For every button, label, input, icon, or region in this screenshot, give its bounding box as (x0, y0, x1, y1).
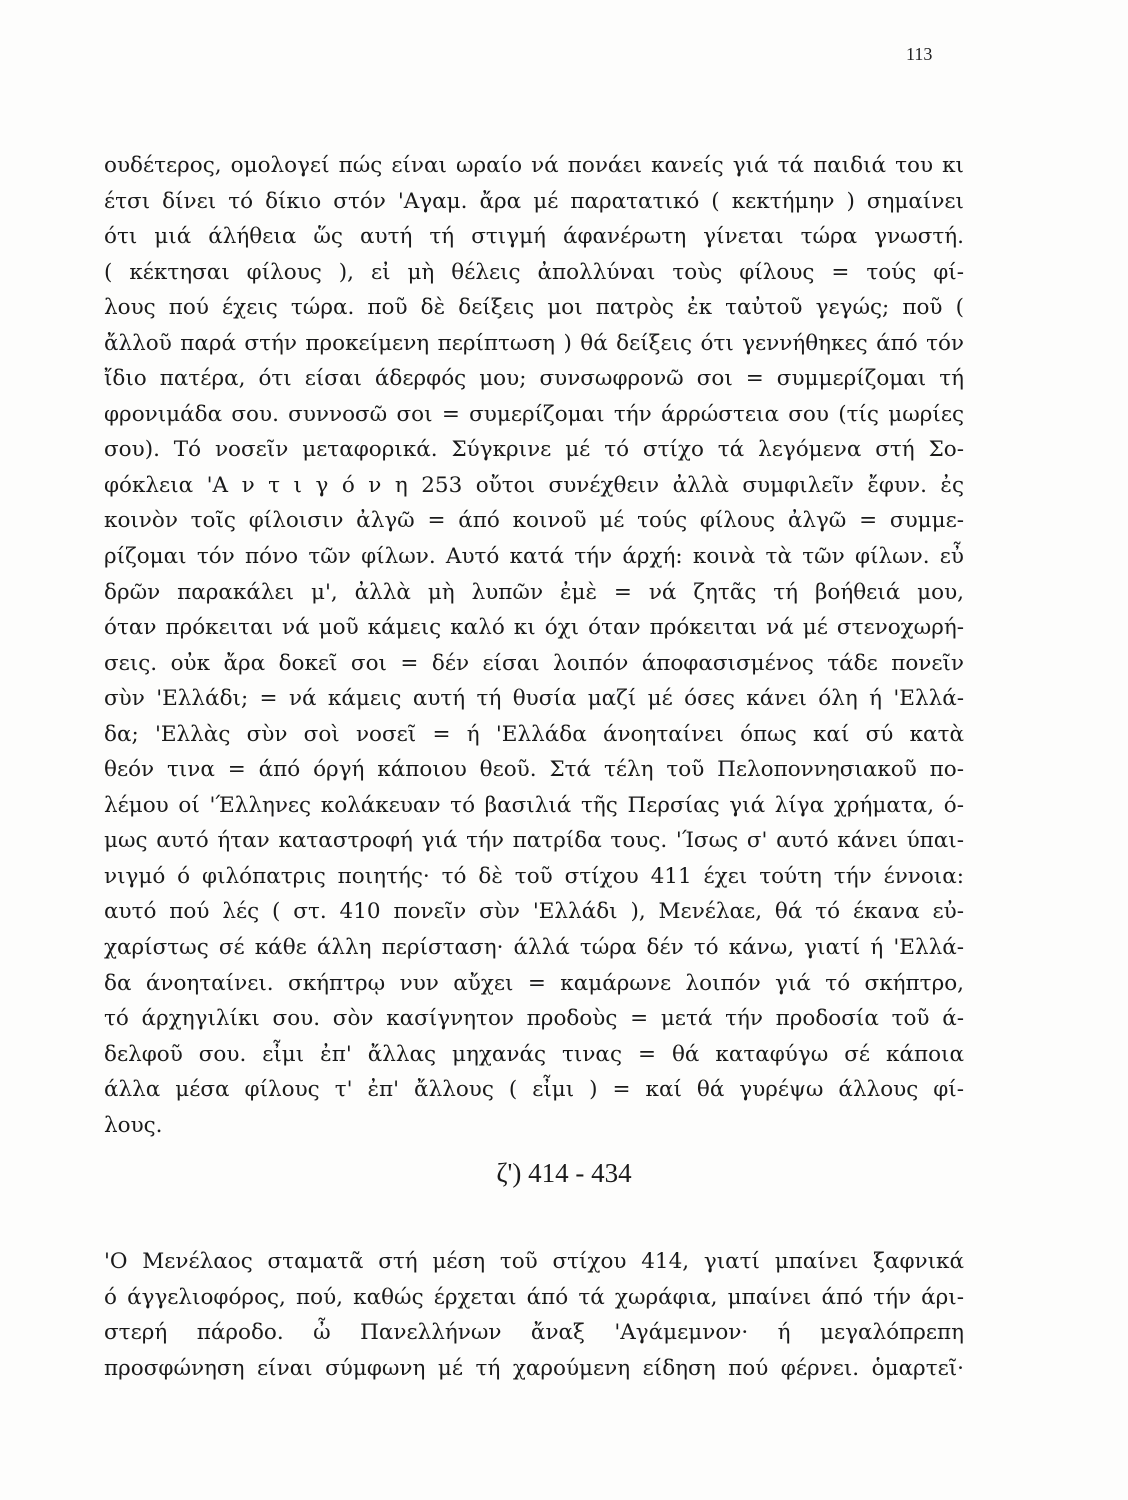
text-line: λους πού έχεις τώρα. ποῦ δὲ δείξεις μοι πατρὸς ἐκ ταὐτοῦ γεγώς; ποῦ ( (104, 295, 964, 321)
text-line: λους. (104, 1112, 163, 1138)
text-line: θεόν τινα = άπό όργή κάποιου θεοῦ. Στά τέλη τοῦ Πελοποννησιακοῦ πο- (104, 757, 964, 783)
text-line: όταν πρόκειται νά μοῦ κάμεις καλό κι όχι όταν πρόκειται νά μέ στενοχωρή- (104, 615, 964, 641)
text-line: σεις. οὐκ ἄρα δοκεῖ σοι = δέν είσαι λοιπόν άποφασισμένος τάδε πονεῖν (104, 650, 964, 676)
text-line: τό άρχηγιλίκι σου. σὸν κασίγνητον προδοὺς = μετά τήν προδοσία τοῦ ά- (104, 1006, 964, 1032)
page-number: 113 (906, 44, 933, 64)
text-line: νιγμό ό φιλόπατρις ποιητής· τό δὲ τοῦ στίχου 411 έχει τούτη τήν έννοια: (104, 863, 964, 889)
text-line: φρονιμάδα σου. συννοσῶ σοι = συμερίζομαι τήν άρρώστεια σου (τίς μωρίες (104, 401, 964, 427)
text-line: δρῶν παρακάλει μ', ἀλλὰ μὴ λυπῶν ἐμὲ = νά ζητᾶς τή βοήθειά μου, (104, 579, 964, 605)
text-line: δα; 'Ελλὰς σὺν σοὶ νοσεῖ = ή 'Ελλάδα άνοηταίνει όπως καί σύ κατὰ (104, 721, 964, 747)
text-line: χαρίστως σέ κάθε άλλη περίσταση· άλλά τώρα δέν τό κάνω, γιατί ή 'Ελλά- (104, 935, 964, 961)
text-line: ότι μιά άλήθεια ὥς αυτή τή στιγμή άφανέρωτη γίνεται τώρα γνωστή. (104, 224, 964, 250)
text-line: ό άγγελιοφόρος, πού, καθώς έρχεται άπό τά χωράφια, μπαίνει άπό τήν άρι- (104, 1284, 964, 1310)
text-line: στερή πάροδο. ὦ Πανελλήνων ἄναξ 'Αγάμεμνον· ή μεγαλόπρεπη (104, 1320, 964, 1346)
text-line: κοινὸν τοῖς φίλοισιν ἀλγῶ = άπό κοινοῦ μέ τούς φίλους ἀλγῶ = συμμε- (104, 508, 964, 534)
text-line: δα άνοηταίνει. σκήπτρῳ νυν αὔχει = καμάρωνε λοιπόν γιά τό σκήπτρο, (104, 970, 964, 996)
text-line: ( κέκτησαι φίλους ), εἰ μὴ θέλεις ἀπολλύναι τοὺς φίλους = τούς φί- (104, 259, 964, 285)
text-line: ἄλλοῦ παρά στήν προκείμενη περίπτωση ) θά δείξεις ότι γεννήθηκες άπό τόν (104, 330, 964, 356)
text-line: έτσι δίνει τό δίκιο στόν 'Αγαμ. ἄρα μέ παρατατικό ( κεκτήμην ) σημαίνει (104, 188, 964, 214)
text-line: αυτό πού λές ( στ. 410 πονεῖν σὺν 'Ελλάδι ), Μενέλαε, θά τό έκανα εὐ- (104, 899, 964, 925)
section-heading: ζ') 414 - 434 (496, 1158, 632, 1188)
text-line: 'Ο Μενέλαος σταματᾶ στή μέση τοῦ στίχου 414, γιατί μπαίνει ξαφνικά (104, 1249, 964, 1274)
text-line: προσφώνηση είναι σύμφωνη μέ τή χαρούμενη είδηση πού φέρνει. ὁμαρτεῖ· (104, 1355, 964, 1381)
text-line: δελφοῦ σου. εἶμι ἐπ' ἄλλας μηχανάς τινας = θά καταφύγω σέ κάποια (104, 1041, 964, 1067)
text-line: σου). Τό νοσεῖν μεταφορικά. Σύγκρινε μέ τό στίχο τά λεγόμενα στή Σο- (104, 437, 964, 463)
text-line: φόκλεια 'Α ν τ ι γ ό ν η 253 οὔτοι συνέχθειν ἀλλὰ συμφιλεῖν ἔφυν. ἐς (104, 472, 964, 498)
text-line: ρίζομαι τόν πόνο τῶν φίλων. Αυτό κατά τήν άρχή: κοινὰ τὰ τῶν φίλων. εὖ (104, 544, 964, 570)
text-line: λέμου οί 'Έλληνες κολάκευαν τό βασιλιά τῆς Περσίας γιά λίγα χρήματα, ό- (104, 792, 964, 818)
text-line: μως αυτό ήταν καταστροφή γιά τήν πατρίδα τους. 'Ίσως σ' αυτό κάνει ύπαι- (104, 828, 964, 854)
text-line: ουδέτερος, ομολογεί πώς είναι ωραίο νά πονάει κανείς γιά τά παιδιά του κι (104, 153, 964, 178)
commentary-paragraph-2 (104, 1244, 964, 1386)
text-line: ἴδιο πατέρα, ότι είσαι άδερφός μου; συνσωφρονῶ σοι = συμμερίζομαι τή (104, 366, 964, 392)
text-line: άλλα μέσα φίλους τ' ἐπ' ἄλλους ( εἶμι ) = καί θά γυρέψω άλλους φί- (104, 1077, 964, 1103)
text-line: σὺν 'Ελλάδι; = νά κάμεις αυτή τή θυσία μαζί μέ όσες κάνει όλη ή 'Ελλά- (104, 686, 964, 712)
commentary-paragraph (104, 148, 964, 1143)
